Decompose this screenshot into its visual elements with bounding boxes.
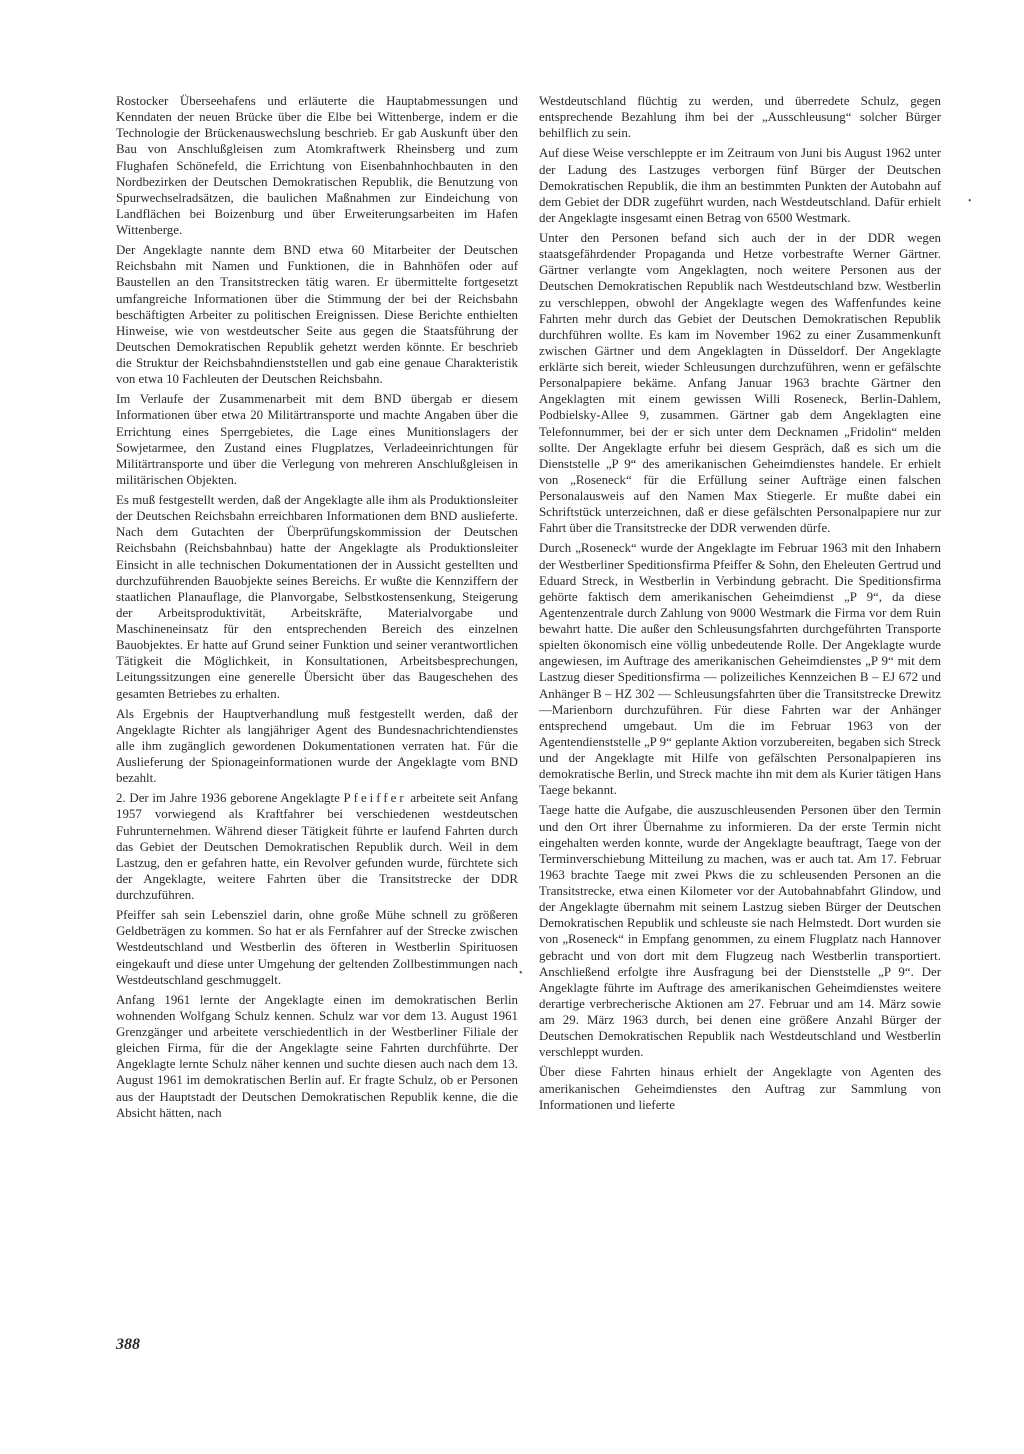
paragraph: Als Ergebnis der Hauptverhandlung muß festgestellt werden, daß der Angeklagte Richter als langjähriger Agent des Bundesnachrichtendienstes alle ihm zugänglich gewordenen Dokumentationen verraten hat. Für die Auslieferung der Spionageinformationen wurde der Angeklagte vom BND bezahlt. bbox=[116, 706, 518, 786]
paragraph: Anfang 1961 lernte der Angeklagte einen im demokratischen Berlin wohnenden Wolfgang Schulz kennen. Schulz war vor dem 13. August 1961 Grenzgänger und arbeitete verschiedentlich in der Westberliner Filiale der gleichen Firma, für die der Angeklagte seine Fahrten durchführte. Der Angeklagte lernte Schulz näher kennen und suchte diesen auch nach dem 13. August 1961 im demokratischen Berlin auf. Er fragte Schulz, ob er Personen aus der Hauptstadt der Deutschen Demokratischen Republik kenne, die die Absicht hätten, nach bbox=[116, 992, 518, 1120]
paragraph: Unter den Personen befand sich auch der in der DDR wegen staatsgefährdender Propaganda und Hetze vorbestrafte Werner Gärtner. Gärtner verlangte vom Angeklagten, noch weitere Personen aus der Deutschen Demokratischen Republik nach Westdeutschland bzw. Westberlin zu verschleppen, obwohl der Angeklagte wegen des Waffenfundes keine Fahrten mehr durch das Gebiet der Deutschen Demokratischen Republik durchführen wollte. Es kam im November 1962 zu einer Zusammenkunft zwischen Gärtner und dem Angeklagten in Düsseldorf. Der Angeklagte erklärte sich bereit, wieder Schleusungen durchzuführen, wenn er gefälschte Personalpapiere bekäme. Anfang Januar 1963 brachte Gärtner den Angeklagten mit einem gewissen Willi Roseneck, Berlin-Dahlem, Podbielsky-Allee 9, zusammen. Gärtner gab dem Angeklagten eine Telefonnummer, bei der er sich unter dem Decknamen „Fridolin“ melden sollte. Der Angeklagte erfuhr bei diesem Gespräch, daß es sich um die Dienststelle „P 9“ des amerikanischen Geheimdienstes handele. Er erhielt von „Roseneck“ für die Erfüllung seiner Aufträge einen falschen Personalausweis auf den Namen Max Stiegerle. Er mußte dabei ein Schriftstück unterzeichnen, daß er diese gefälschten Personalpapiere nur zur Fahrt über die Transitstrecke der DDR verwenden dürfe. bbox=[539, 231, 941, 536]
paragraph: Rostocker Überseehafens und erläuterte die Hauptabmessungen und Kenndaten der neuen Brücke über die Elbe bei Wittenberge, indem er die Technologie der Brückenauswechslung beschrieb. Er gab Auskunft über den Bau von Anschlußgleisen zum Atomkraftwerk Rheinsberg und zum Flughafen Schönefeld, die Errichtung von Eisenbahnhochbauten in den Nordbezirken der Deutschen Demokratischen Republik, die Benutzung von Spurwechselradsätzen, die baulichen Maßnahmen zur Eindeichung von Landflächen bei Boizenburg und über Erweiterungsarbeiten im Hafen Wittenberge. bbox=[116, 94, 518, 237]
paragraph: Es muß festgestellt werden, daß der Angeklagte alle ihm als Produktionsleiter der Deutschen Reichsbahn erreichbaren Informationen dem BND auslieferte. Nach dem Gutachten der Überprüfungskommission der Deutschen Reichsbahn (Reichsbahnbau) hatte der Angeklagte als Produktionsleiter Einsicht in alle technischen Dokumentationen der in Aussicht gestellten und durchzuführenden Bauobjekte seines Bereichs. Er wußte die Kennziffern der staatlichen Planauflage, die Planvorgabe, Selbstkostensenkung, Steigerung der Arbeitsproduktivität, Arbeitskräfte, Materialvorgabe und Maschineneinsatz für den entsprechenden Bereich des einzelnen Bauobjektes. Er hatte auf Grund seiner Funktion und seiner verantwortlichen Tätigkeit die Möglichkeit, in Konsultationen, Arbeitsbesprechungen, Leitungssitzungen eine generelle Übersicht über das Baugeschehen des gesamten Betriebes zu erhalten. bbox=[116, 493, 518, 701]
scan-speck: • bbox=[519, 968, 523, 979]
right-column bbox=[539, 93, 941, 1117]
defendant-name: Pfeiffer bbox=[343, 791, 407, 806]
paragraph-text-end: arbeitete seit Anfang 1957 vorwiegend als Kraftfahrer bei verschiedenen westdeutschen Fuhrunternehmen. Während dieser Tätigkeit führte er laufend Fahrten durch das Gebiet der Deutschen Demokratischen Republik durch. Weil in dem Lastzug, den er gefahren hatte, ein Revolver gefunden wurde, fürchtete sich der Angeklagte, weitere Fahrten über die Transitstrecke der DDR durchzuführen. bbox=[116, 791, 518, 902]
paragraph: Im Verlaufe der Zusammenarbeit mit dem BND übergab er diesem Informationen über etwa 20 Militärtransporte und machte Angaben über die Errichtung eines Sperrgebietes, die Lage eines Munitionslagers der Sowjetarmee, den Zustand eines Flugplatzes, Verladeeinrichtungen für Militärtransporte und über die Verlegung von mehreren Anschlußgleisen in militärischen Objekten. bbox=[116, 392, 518, 487]
paragraph: Auf diese Weise verschleppte er im Zeitraum von Juni bis August 1962 unter der Ladung des Lastzuges verborgen fünf Bürger der Deutschen Demokratischen Republik, die ihm an bestimmten Punkten der Autobahn auf dem Gebiet der DDR zugeführt wurden, nach Westdeutschland. Dafür erhielt der Angeklagte insgesamt einen Betrag von 6500 Westmark. bbox=[539, 146, 941, 225]
paragraph: Über diese Fahrten hinaus erhielt der Angeklagte von Agenten des amerikanischen Geheimdienstes den Auftrag zur Sammlung von Informationen und lieferte bbox=[539, 1065, 941, 1112]
paragraph: Taege hatte die Aufgabe, die auszuschleusenden Personen über den Termin und den Ort ihrer Übernahme zu informieren. Da der erste Termin nicht eingehalten werden konnte, wurde der Angeklagte beauftragt, Taege von der Terminverschiebung Mitteilung zu machen, was er auch tat. Am 17. Februar 1963 brachte Taege mit zwei Pkws die zu schleusenden Personen an die Transitstrecke, etwa einen Kilometer vor der Autobahnabfahrt Glindow, und der Angeklagte übernahm mit seinem Lastzug sieben Bürger der Deutschen Demokratischen Republik und schleuste sie nach Helmstedt. Dort wurden sie von „Roseneck“ in Empfang genommen, zu einem Flugplatz nach Hannover gebracht und von dort mit dem Flugzeug nach Westberlin transportiert. Anschließend erfolgte ihre Ausfragung bei der Dienststelle „P 9“. Der Angeklagte führte im Auftrage des amerikanischen Geheimdienstes weitere derartige verbrecherische Aktionen am 27. Februar und am 14. März sowie am 29. März 1963 durch, bei denen eine größere Anzahl Bürger der Deutschen Demokratischen Republik nach Westdeutschland und Westberlin verschleppt wurden. bbox=[539, 803, 941, 1060]
paragraph-text-start: Der im Jahre 1936 geborene Angeklagte bbox=[129, 791, 344, 806]
left-column bbox=[116, 93, 518, 1125]
paragraph: Der Angeklagte nannte dem BND etwa 60 Mitarbeiter der Deutschen Reichsbahn mit Namen und Funktionen, die in Bahnhöfen oder auf Baustellen an den Transitstrecken tätig waren. Er übermittelte fortgesetzt umfangreiche Informationen über die Stimmung der bei der Reichsbahn beschäftigten Arbeiter zu politischen Ereignissen. Diese Berichte enthielten Hinweise, wie von westdeutscher Seite aus gegen die Staatsführung der Deutschen Demokratischen Republik gehetzt werden könnte. Er beschrieb die Struktur der Reichsbahndienststellen und gab eine genaue Charakteristik von etwa 10 Fachleuten der Deutschen Reichsbahn. bbox=[116, 243, 518, 387]
paragraph: Pfeiffer sah sein Lebensziel darin, ohne große Mühe schnell zu größeren Geldbeträgen zu kommen. So hat er als Fernfahrer auf der Strecke zwischen Westdeutschland und Westberlin des öfteren in Westberlin Spirituosen eingekauft und diese unter Umgehung der geltenden Zollbestimmungen nach Westdeutschland geschmuggelt. bbox=[116, 908, 518, 987]
paragraph: Durch „Roseneck“ wurde der Angeklagte im Februar 1963 mit den Inhabern der Westberliner Speditionsfirma Pfeiffer & Sohn, den Eheleuten Gertrud und Eduard Streck, in Westberlin in Verbindung gebracht. Die Speditionsfirma gehörte faktisch dem amerikanischen Geheimdienst „P 9“, da diese Agentenzentrale durch Zahlung von 9000 Westmark die Firma vor dem Ruin bewahrt hatte. Die außer den Schleusungsfahrten durchgeführten Transporte spielten ökonomisch eine völlig unbedeutende Rolle. Der Angeklagte wurde angewiesen, im Auftrage des amerikanischen Geheimdienstes „P 9“ mit dem Lastzug dieser Speditionsfirma — polizeiliches Kennzeichen B – EJ 672 und Anhänger B – HZ 302 — Schleusungsfahrten über die Transitstrecke Drewitz—Marienborn durchzuführen. Für diese Fahrten war der Anhänger entsprechend umgebaut. Um die im Februar 1963 von der Agentendienststelle „P 9“ geplante Aktion vorzubereiten, begaben sich Streck und der Angeklagte mit Hilfe von gefälschten Personalpapieren ins demokratische Berlin, und Streck machte ihn mit dem als Kurier tätigen Hans Taege bekannt. bbox=[539, 541, 941, 798]
paragraph: Westdeutschland flüchtig zu werden, und überredete Schulz, gegen entsprechende Bezahlung ihm bei der „Ausschleusung“ solcher Bürger behilflich zu sein. bbox=[539, 94, 941, 141]
paragraph-numbered bbox=[116, 790, 518, 903]
page-number: 388 bbox=[116, 1336, 140, 1353]
item-number: 2. bbox=[116, 791, 126, 806]
scan-speck: • bbox=[968, 196, 972, 207]
